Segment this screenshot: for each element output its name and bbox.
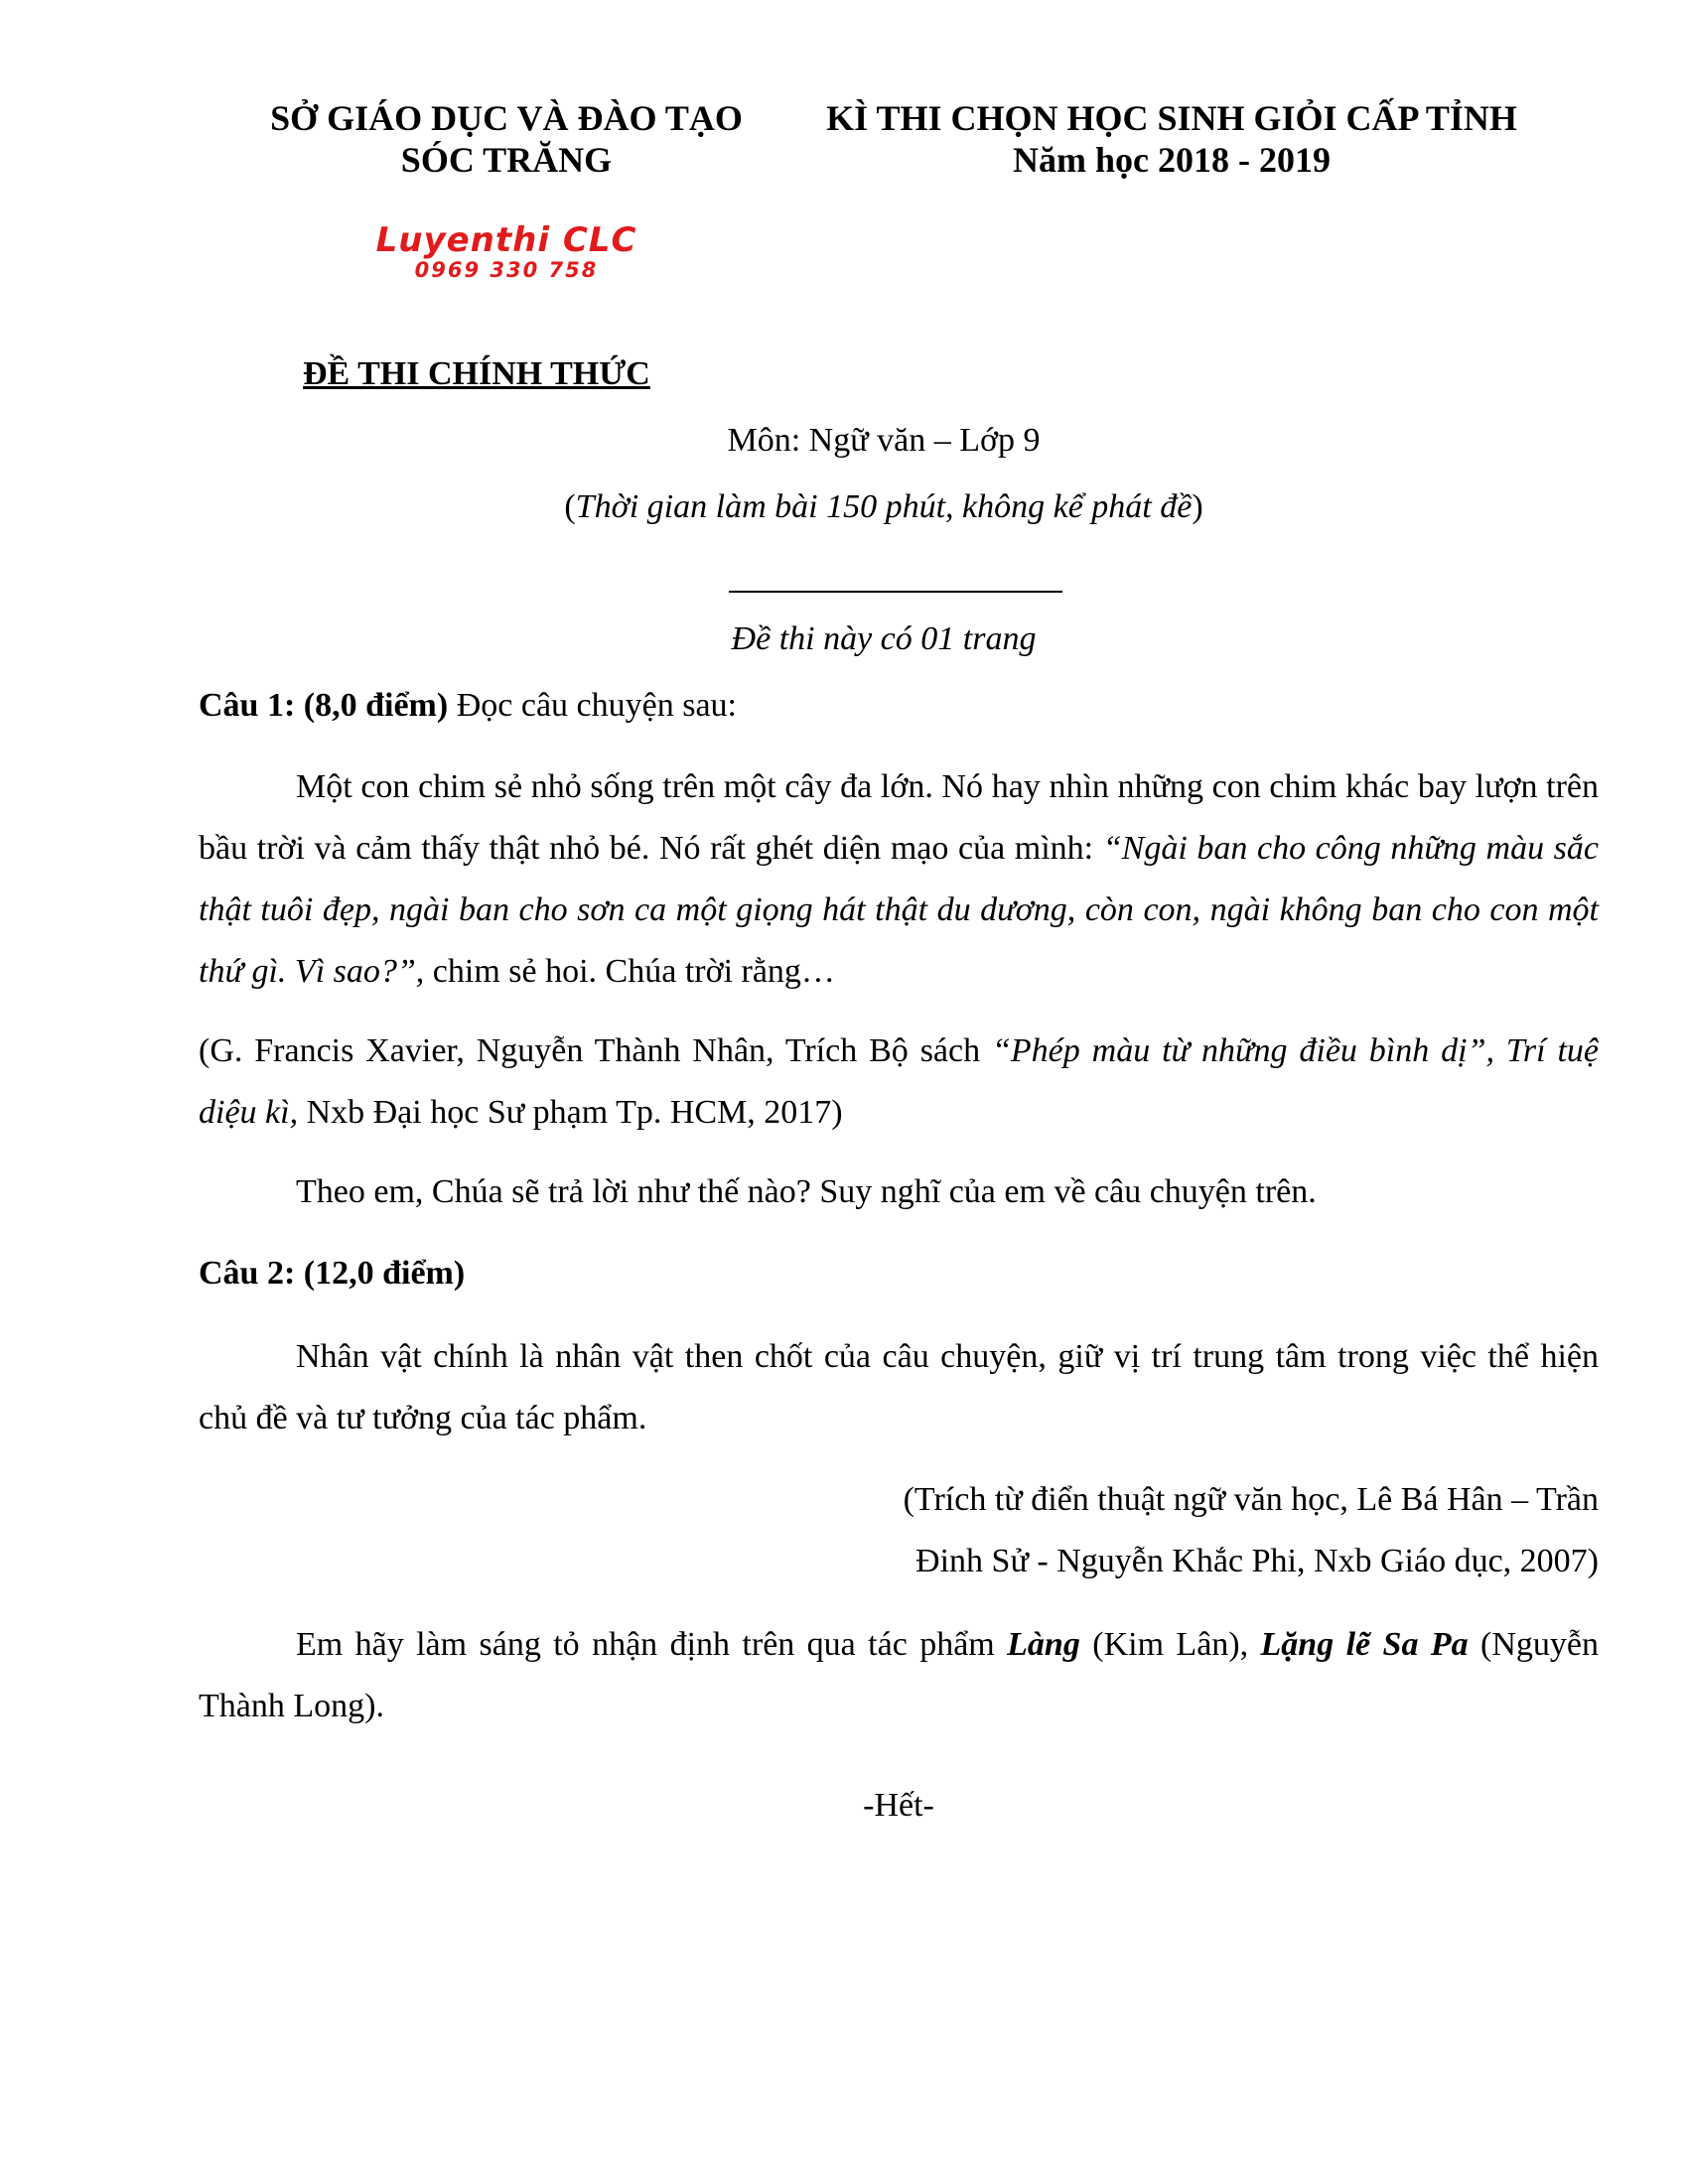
task-text: Em hãy làm sáng tỏ nhận định trên qua tác phẩm bbox=[296, 1626, 1008, 1663]
question-2-label: Câu 2: (12,0 điểm) bbox=[199, 1255, 466, 1292]
source-line-2: Đinh Sử - Nguyễn Khắc Phi, Nxb Giáo dục, 2007) bbox=[915, 1543, 1599, 1579]
page-count-note: Đề thi này có 01 trang bbox=[731, 620, 1037, 657]
school-year: Năm học 2018 - 2019 bbox=[1013, 140, 1331, 180]
story-quote: “Ngài ban cho công những màu sắc thật tuôi đẹp, ngài ban cho sơn ca một giọng hát thật du dương, còn con, ngài không ban cho con một thứ gì. Vì sao?”, bbox=[199, 830, 1599, 990]
end-mark: -Hết- bbox=[863, 1787, 934, 1824]
question-1-intro: Đọc câu chuyện sau: bbox=[448, 687, 737, 724]
time-text: Thời gian làm bài 150 phút, không kể phát đề bbox=[575, 488, 1193, 525]
source-line-1: (Trích từ điển thuật ngữ văn học, Lê Bá Hân – Trần bbox=[903, 1481, 1599, 1518]
exam-title: KÌ THI CHỌN HỌC SINH GIỎI CẤP TỈNH bbox=[826, 98, 1517, 138]
source-end: Nxb Đại học Sư phạm Tp. HCM, 2017) bbox=[298, 1094, 843, 1131]
question-2-quote: Nhân vật chính là nhân vật then chốt của câu chuyện, giữ vị trí trung tâm trong việc thể hiện chủ đề và tư tưởng của tác phẩm. bbox=[199, 1338, 1599, 1436]
story-text: Một con chim sẻ nhỏ sống trên một cây đa lớn. Nó hay nhìn những con chim khác bay lượn trên bầu trời và cảm thấy thật nhỏ bé. Nó rất ghét diện mạo của mình: bbox=[199, 768, 1599, 867]
question-2-source bbox=[199, 1469, 1599, 1592]
logo-phone: 0969 330 758 bbox=[414, 258, 599, 282]
question-1-source bbox=[199, 1021, 1599, 1144]
source-start: (G. Francis Xavier, Nguyễn Thành Nhân, Trích Bộ sách bbox=[199, 1032, 992, 1069]
time-note bbox=[526, 488, 1241, 526]
question-1-prompt: Theo em, Chúa sẽ trả lời như thế nào? Suy nghĩ của em về câu chuyện trên. bbox=[296, 1173, 1317, 1210]
question-1-heading bbox=[199, 675, 1599, 737]
logo-text: Luyenthi CLC bbox=[375, 220, 637, 260]
author-2: (Nguyễn Thành Long). bbox=[199, 1626, 1599, 1724]
work-title-1: Làng bbox=[1007, 1626, 1080, 1663]
question-1-label: Câu 1: (8,0 điểm) bbox=[199, 687, 449, 724]
department-name: SỞ GIÁO DỤC VÀ ĐÀO TẠO bbox=[270, 98, 743, 138]
question-2-task bbox=[199, 1614, 1599, 1737]
work-title-2: Lặng lẽ Sa Pa bbox=[1260, 1626, 1469, 1663]
question-1-story bbox=[199, 756, 1599, 1003]
official-exam-label: ĐỀ THI CHÍNH THỨC bbox=[303, 355, 650, 392]
time-paren-close: ) bbox=[1192, 488, 1203, 525]
question-2-heading bbox=[199, 1243, 1599, 1304]
exam-header bbox=[784, 97, 1559, 181]
watermark-logo bbox=[352, 220, 660, 282]
author-1: (Kim Lân), bbox=[1079, 1626, 1261, 1663]
story-end: chim sẻ hoi. Chúa trời rằng… bbox=[424, 953, 835, 990]
department-header bbox=[228, 97, 784, 181]
province-name: SÓC TRĂNG bbox=[400, 140, 613, 180]
source-title: “Phép màu từ những điều bình dị”, Trí tuệ diệu kì, bbox=[199, 1032, 1599, 1131]
divider-line bbox=[729, 591, 1062, 593]
time-paren-open: ( bbox=[564, 488, 576, 525]
subject-line: Môn: Ngữ văn – Lớp 9 bbox=[727, 422, 1041, 459]
